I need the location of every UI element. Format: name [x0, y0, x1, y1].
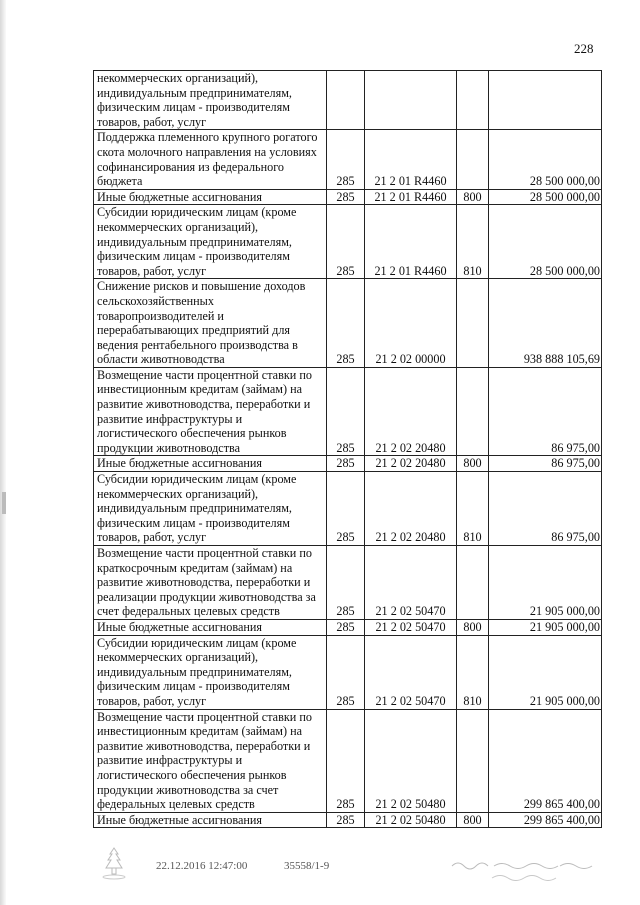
cell-gr: 285 — [327, 205, 365, 279]
cell-name: Поддержка племенного крупного рогатого скота молочного направления на условиях софинансирования из федерального бюджета — [94, 130, 327, 189]
cell-amount: 86 975,00 — [489, 367, 602, 456]
cell-name: Возмещение части процентной ставки по краткосрочным кредитам (займам) на развитие животноводства, переработки и реализации продукции животноводства за счет федеральных целевых средств — [94, 546, 327, 620]
cell-csr: 21 2 02 50470 — [365, 546, 457, 620]
cell-name: Иные бюджетные ассигнования — [94, 812, 327, 828]
cell-vr — [457, 546, 489, 620]
cell-amount: 21 905 000,00 — [489, 619, 602, 635]
cell-gr: 285 — [327, 546, 365, 620]
cell-gr: 285 — [327, 189, 365, 205]
table-row — [94, 709, 602, 812]
cell-amount: 28 500 000,00 — [489, 205, 602, 279]
cell-amount: 21 905 000,00 — [489, 635, 602, 709]
table-row — [94, 456, 602, 472]
budget-table — [93, 70, 602, 828]
cell-vr — [457, 71, 489, 130]
cell-gr: 285 — [327, 130, 365, 189]
cell-vr — [457, 130, 489, 189]
stamp-icon — [100, 846, 128, 885]
cell-name: Возмещение части процентной ставки по инвестиционным кредитам (займам) на развитие животноводства, переработки и развитие инфраструктуры и логистического обеспечения рынков продукции животноводства за счет федеральных целевых средств — [94, 709, 327, 812]
cell-vr: 800 — [457, 456, 489, 472]
cell-amount: 938 888 105,69 — [489, 279, 602, 368]
table-row — [94, 546, 602, 620]
cell-gr: 285 — [327, 472, 365, 546]
cell-vr: 810 — [457, 635, 489, 709]
table-row — [94, 367, 602, 456]
cell-csr: 21 2 01 R4460 — [365, 205, 457, 279]
cell-name: Иные бюджетные ассигнования — [94, 456, 327, 472]
cell-csr — [365, 71, 457, 130]
cell-vr — [457, 279, 489, 368]
table-row — [94, 472, 602, 546]
table-row — [94, 189, 602, 205]
cell-gr: 285 — [327, 709, 365, 812]
cell-csr: 21 2 02 50470 — [365, 635, 457, 709]
cell-csr: 21 2 02 50480 — [365, 812, 457, 828]
cell-amount: 28 500 000,00 — [489, 130, 602, 189]
cell-csr: 21 2 02 20480 — [365, 472, 457, 546]
cell-vr: 800 — [457, 189, 489, 205]
cell-gr: 285 — [327, 619, 365, 635]
table-row — [94, 279, 602, 368]
cell-amount: 299 865 400,00 — [489, 709, 602, 812]
cell-csr: 21 2 02 50470 — [365, 619, 457, 635]
binding-mark — [2, 492, 6, 514]
cell-csr: 21 2 01 R4460 — [365, 130, 457, 189]
cell-csr: 21 2 02 00000 — [365, 279, 457, 368]
cell-csr: 21 2 02 20480 — [365, 367, 457, 456]
table-row — [94, 812, 602, 828]
cell-gr: 285 — [327, 635, 365, 709]
cell-amount: 86 975,00 — [489, 456, 602, 472]
cell-gr: 285 — [327, 367, 365, 456]
cell-vr — [457, 367, 489, 456]
cell-gr: 285 — [327, 812, 365, 828]
scan-left-edge — [0, 0, 6, 905]
cell-name: Субсидии юридическим лицам (кроме некоммерческих организаций), индивидуальным предпринимателям, физическим лицам - производителям товаров, работ, услуг — [94, 205, 327, 279]
table-row — [94, 205, 602, 279]
footer-doc-number: 35558/1-9 — [284, 860, 330, 872]
cell-vr: 810 — [457, 205, 489, 279]
page-number: 228 — [574, 41, 594, 56]
cell-vr: 810 — [457, 472, 489, 546]
cell-amount — [489, 71, 602, 130]
table-row — [94, 71, 602, 130]
cell-name: некоммерческих организаций), индивидуальным предпринимателям, физическим лицам - производителям товаров, работ, услуг — [94, 71, 327, 130]
cell-csr: 21 2 02 20480 — [365, 456, 457, 472]
table-row — [94, 635, 602, 709]
cell-name: Субсидии юридическим лицам (кроме некоммерческих организаций), индивидуальным предпринимателям, физическим лицам - производителям товаров, работ, услуг — [94, 472, 327, 546]
cell-csr: 21 2 02 50480 — [365, 709, 457, 812]
cell-gr — [327, 71, 365, 130]
cell-gr: 285 — [327, 279, 365, 368]
faint-signature-icon — [448, 856, 598, 885]
cell-name: Снижение рисков и повышение доходов сельскохозяйственных товаропроизводителей и перерабатывающих предприятий для ведения рентабельного производства в области животноводства — [94, 279, 327, 368]
table-row — [94, 619, 602, 635]
cell-amount: 28 500 000,00 — [489, 189, 602, 205]
footer-datetime: 22.12.2016 12:47:00 — [156, 860, 248, 872]
cell-vr — [457, 709, 489, 812]
table-row — [94, 130, 602, 189]
cell-amount: 299 865 400,00 — [489, 812, 602, 828]
cell-amount: 21 905 000,00 — [489, 546, 602, 620]
cell-amount: 86 975,00 — [489, 472, 602, 546]
cell-vr: 800 — [457, 812, 489, 828]
table-body — [94, 71, 602, 828]
cell-vr: 800 — [457, 619, 489, 635]
cell-name: Иные бюджетные ассигнования — [94, 619, 327, 635]
cell-name: Возмещение части процентной ставки по инвестиционным кредитам (займам) на развитие животноводства, переработки и развитие инфраструктуры и логистического обеспечения рынков продукции животноводства — [94, 367, 327, 456]
cell-gr: 285 — [327, 456, 365, 472]
cell-csr: 21 2 01 R4460 — [365, 189, 457, 205]
cell-name: Субсидии юридическим лицам (кроме некоммерческих организаций), индивидуальным предпринимателям, физическим лицам - производителям товаров, работ, услуг — [94, 635, 327, 709]
cell-name: Иные бюджетные ассигнования — [94, 189, 327, 205]
